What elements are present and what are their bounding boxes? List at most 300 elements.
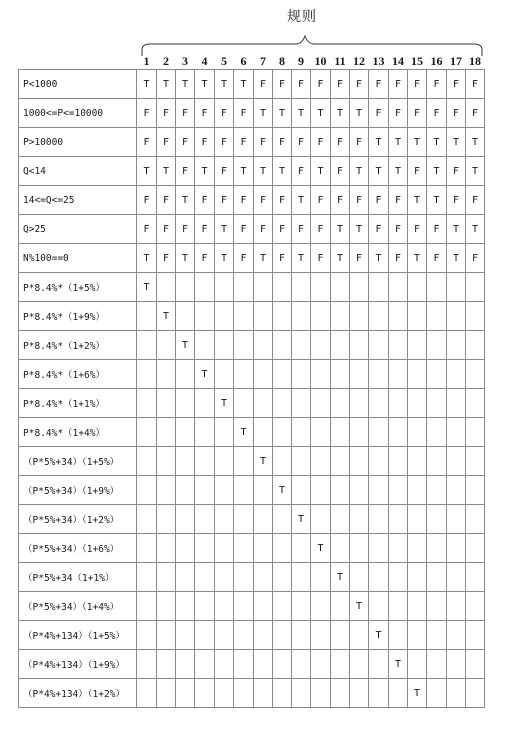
table-cell: F (369, 99, 389, 128)
table-cell (311, 679, 331, 708)
table-cell (447, 592, 466, 621)
row-label: （P*4%+134）（1+2%） (19, 679, 137, 708)
table-cell: F (137, 128, 157, 157)
table-cell: F (234, 244, 254, 273)
table-cell (331, 476, 350, 505)
rule-number-5: 5 (221, 54, 227, 68)
table-cell (311, 621, 331, 650)
table-cell: F (311, 70, 331, 99)
row-label: 14<=Q<=25 (19, 186, 137, 215)
table-cell (137, 592, 157, 621)
table-cell: T (311, 534, 331, 563)
table-cell (447, 447, 466, 476)
decision-table (18, 52, 485, 708)
table-cell (466, 418, 485, 447)
row-label: （P*4%+134）（1+5%） (19, 621, 137, 650)
table-cell (369, 563, 389, 592)
table-cell (292, 534, 311, 563)
table-cell: F (389, 99, 408, 128)
table-cell (195, 302, 215, 331)
table-cell (369, 302, 389, 331)
table-cell (350, 534, 369, 563)
table-cell: F (254, 128, 273, 157)
table-cell (273, 505, 292, 534)
table-cell (273, 447, 292, 476)
table-cell: F (195, 215, 215, 244)
table-cell (466, 273, 485, 302)
table-cell (215, 273, 234, 302)
table-cell (195, 621, 215, 650)
table-cell: F (311, 215, 331, 244)
table-cell (254, 563, 273, 592)
table-cell (389, 476, 408, 505)
table-cell: T (408, 186, 427, 215)
table-row (19, 157, 485, 186)
table-cell (466, 534, 485, 563)
table-cell (292, 650, 311, 679)
table-cell: F (292, 215, 311, 244)
table-cell (408, 331, 427, 360)
table-cell: T (176, 244, 195, 273)
table-cell (350, 563, 369, 592)
row-label: 1000<=P<=10000 (19, 99, 137, 128)
table-cell: T (215, 215, 234, 244)
table-cell: T (369, 128, 389, 157)
table-cell (331, 679, 350, 708)
table-cell: F (389, 244, 408, 273)
table-cell: T (427, 186, 447, 215)
table-cell (137, 621, 157, 650)
table-cell (215, 505, 234, 534)
table-cell: T (466, 128, 485, 157)
table-cell (466, 476, 485, 505)
rule-number-2: 2 (163, 54, 169, 68)
row-label: （P*4%+134）（1+9%） (19, 650, 137, 679)
table-cell (195, 476, 215, 505)
rule-number-1: 1 (143, 54, 150, 68)
table-cell (292, 592, 311, 621)
table-cell (292, 273, 311, 302)
table-cell (389, 447, 408, 476)
table-cell: T (292, 186, 311, 215)
table-cell (292, 563, 311, 592)
table-cell: F (157, 99, 176, 128)
table-cell (408, 302, 427, 331)
table-cell (350, 447, 369, 476)
table-cell: F (331, 157, 350, 186)
table-cell (234, 505, 254, 534)
table-cell: F (215, 99, 234, 128)
table-cell (137, 447, 157, 476)
table-row (19, 360, 485, 389)
table-row (19, 389, 485, 418)
table-cell (408, 476, 427, 505)
table-cell (273, 650, 292, 679)
table-cell: F (273, 244, 292, 273)
table-cell (311, 505, 331, 534)
table-cell: T (195, 360, 215, 389)
table-cell (215, 447, 234, 476)
table-cell (447, 273, 466, 302)
table-cell: T (215, 244, 234, 273)
table-cell: T (176, 70, 195, 99)
table-cell: F (331, 186, 350, 215)
table-row (19, 302, 485, 331)
table-cell (254, 592, 273, 621)
table-cell: F (273, 128, 292, 157)
table-cell (427, 592, 447, 621)
table-cell: F (447, 99, 466, 128)
table-cell (427, 476, 447, 505)
table-cell (311, 389, 331, 418)
table-cell: T (466, 215, 485, 244)
table-cell (254, 679, 273, 708)
table-cell: F (427, 70, 447, 99)
table-cell (311, 650, 331, 679)
table-cell: T (254, 447, 273, 476)
table-cell: F (466, 244, 485, 273)
table-cell: F (447, 70, 466, 99)
table-cell: F (195, 99, 215, 128)
row-label: P*8.4%*（1+5%） (19, 273, 137, 302)
table-cell: F (447, 186, 466, 215)
table-cell: T (447, 128, 466, 157)
table-cell (195, 505, 215, 534)
table-row (19, 418, 485, 447)
table-cell: T (408, 679, 427, 708)
table-cell (137, 389, 157, 418)
table-cell (427, 650, 447, 679)
table-cell: T (254, 157, 273, 186)
table-cell (273, 592, 292, 621)
table-cell: F (389, 70, 408, 99)
table-cell: F (234, 215, 254, 244)
table-cell (254, 534, 273, 563)
table-cell (447, 360, 466, 389)
table-cell (195, 650, 215, 679)
table-row (19, 476, 485, 505)
table-cell (292, 360, 311, 389)
table-cell: F (157, 128, 176, 157)
table-row (19, 128, 485, 157)
table-cell: T (157, 302, 176, 331)
table-cell (331, 505, 350, 534)
row-label: P>10000 (19, 128, 137, 157)
table-cell (466, 302, 485, 331)
table-cell (234, 650, 254, 679)
table-cell (389, 389, 408, 418)
table-cell (215, 563, 234, 592)
table-cell: F (157, 244, 176, 273)
table-cell (273, 273, 292, 302)
table-cell: F (311, 244, 331, 273)
table-row (19, 215, 485, 244)
table-cell: F (369, 215, 389, 244)
table-cell (447, 563, 466, 592)
table-cell (408, 563, 427, 592)
table-row (19, 563, 485, 592)
table-cell: T (350, 99, 369, 128)
row-label: P*8.4%*（1+6%） (19, 360, 137, 389)
row-label: （P*5%+34）（1+2%） (19, 505, 137, 534)
table-cell (254, 476, 273, 505)
table-row (19, 592, 485, 621)
table-cell: T (137, 70, 157, 99)
table-cell (157, 505, 176, 534)
table-cell: T (137, 244, 157, 273)
table-cell: F (176, 215, 195, 244)
table-cell (176, 592, 195, 621)
table-cell: F (466, 99, 485, 128)
table-cell (292, 476, 311, 505)
row-label: P<1000 (19, 70, 137, 99)
table-cell: T (350, 157, 369, 186)
table-cell (273, 563, 292, 592)
table-cell: T (427, 157, 447, 186)
table-cell: T (215, 389, 234, 418)
table-cell (466, 621, 485, 650)
table-cell (331, 360, 350, 389)
table-cell (215, 360, 234, 389)
table-cell: T (215, 70, 234, 99)
table-cell (195, 331, 215, 360)
table-cell (466, 592, 485, 621)
table-cell (234, 592, 254, 621)
rule-number-10: 10 (314, 54, 327, 68)
table-cell (408, 418, 427, 447)
table-cell (137, 534, 157, 563)
rule-number-7: 7 (260, 54, 266, 68)
table-cell: T (273, 99, 292, 128)
table-cell: T (234, 157, 254, 186)
table-cell (331, 302, 350, 331)
table-cell (350, 418, 369, 447)
table-cell (447, 650, 466, 679)
table-cell: F (408, 157, 427, 186)
table-cell (466, 505, 485, 534)
table-cell: F (137, 215, 157, 244)
table-cell (408, 360, 427, 389)
table-cell: F (234, 128, 254, 157)
row-label: P*8.4%*（1+2%） (19, 331, 137, 360)
table-cell (389, 505, 408, 534)
table-cell: F (176, 128, 195, 157)
table-cell: T (389, 128, 408, 157)
table-cell (273, 418, 292, 447)
table-cell (408, 389, 427, 418)
table-cell (427, 360, 447, 389)
table-cell (215, 592, 234, 621)
table-cell: F (427, 215, 447, 244)
table-cell (369, 679, 389, 708)
table-cell (408, 650, 427, 679)
row-label: P*8.4%*（1+4%） (19, 418, 137, 447)
table-cell (447, 331, 466, 360)
table-cell (234, 447, 254, 476)
table-row (19, 99, 485, 128)
table-cell (389, 563, 408, 592)
table-cell (195, 273, 215, 302)
table-cell (157, 389, 176, 418)
table-cell: F (331, 70, 350, 99)
table-cell: T (447, 244, 466, 273)
table-cell: T (369, 244, 389, 273)
table-cell (157, 418, 176, 447)
rule-number-12: 12 (353, 54, 365, 68)
table-cell: T (311, 99, 331, 128)
table-cell: T (137, 273, 157, 302)
row-label: P*8.4%*（1+1%） (19, 389, 137, 418)
table-cell (350, 273, 369, 302)
table-cell: T (447, 215, 466, 244)
table-cell (254, 360, 273, 389)
table-cell (254, 331, 273, 360)
table-cell: T (427, 128, 447, 157)
decision-table-body (19, 70, 485, 708)
rule-number-4: 4 (201, 54, 208, 68)
table-cell: F (195, 128, 215, 157)
table-cell: F (350, 70, 369, 99)
table-cell: F (273, 70, 292, 99)
table-cell (292, 621, 311, 650)
table-cell (311, 447, 331, 476)
table-cell (234, 621, 254, 650)
table-cell (137, 563, 157, 592)
table-cell (157, 534, 176, 563)
table-cell: F (408, 70, 427, 99)
table-cell (389, 679, 408, 708)
table-cell (292, 331, 311, 360)
table-cell (176, 650, 195, 679)
table-cell: F (292, 157, 311, 186)
table-cell (195, 418, 215, 447)
table-cell (466, 650, 485, 679)
table-cell: F (331, 128, 350, 157)
table-cell (215, 650, 234, 679)
rule-number-11: 11 (334, 54, 346, 68)
table-cell (369, 476, 389, 505)
table-row (19, 70, 485, 99)
table-cell (311, 592, 331, 621)
table-cell (447, 389, 466, 418)
table-cell (466, 389, 485, 418)
table-cell (389, 534, 408, 563)
table-cell: F (254, 186, 273, 215)
table-cell (157, 360, 176, 389)
rule-number-18: 18 (469, 54, 481, 68)
table-cell (195, 563, 215, 592)
table-cell (389, 302, 408, 331)
table-cell (350, 621, 369, 650)
table-row (19, 186, 485, 215)
table-cell (137, 650, 157, 679)
table-cell (369, 360, 389, 389)
table-cell (427, 418, 447, 447)
table-cell (234, 563, 254, 592)
table-cell (350, 476, 369, 505)
table-cell: F (466, 186, 485, 215)
table-cell (292, 447, 311, 476)
table-cell (369, 650, 389, 679)
table-cell (389, 273, 408, 302)
table-cell (157, 563, 176, 592)
table-row (19, 244, 485, 273)
table-cell (137, 360, 157, 389)
table-cell (234, 331, 254, 360)
table-cell: F (292, 128, 311, 157)
table-cell (331, 447, 350, 476)
table-cell (292, 679, 311, 708)
table-cell: T (176, 186, 195, 215)
table-cell: T (254, 99, 273, 128)
rule-number-15: 15 (411, 54, 423, 68)
table-cell: F (427, 99, 447, 128)
table-cell (195, 534, 215, 563)
table-cell (350, 505, 369, 534)
table-cell (408, 505, 427, 534)
table-cell (273, 389, 292, 418)
table-cell: T (331, 244, 350, 273)
table-cell (447, 505, 466, 534)
table-cell (350, 360, 369, 389)
table-cell: F (137, 186, 157, 215)
table-title: 规则 (287, 9, 317, 25)
table-cell (311, 302, 331, 331)
table-cell: F (427, 244, 447, 273)
table-cell (466, 360, 485, 389)
table-cell (427, 505, 447, 534)
table-cell (137, 505, 157, 534)
table-cell (311, 476, 331, 505)
table-cell: F (350, 186, 369, 215)
table-cell (408, 447, 427, 476)
table-cell: T (273, 476, 292, 505)
table-cell (292, 389, 311, 418)
table-cell (254, 621, 273, 650)
table-cell: T (273, 157, 292, 186)
table-cell: T (292, 505, 311, 534)
table-cell (157, 447, 176, 476)
rule-number-14: 14 (392, 54, 404, 68)
table-cell (311, 418, 331, 447)
row-label: （P*5%+34（1+1%） (19, 563, 137, 592)
table-cell (331, 534, 350, 563)
table-cell (157, 679, 176, 708)
table-cell (157, 476, 176, 505)
table-cell (137, 679, 157, 708)
table-cell (408, 592, 427, 621)
table-cell (176, 447, 195, 476)
table-cell: F (389, 186, 408, 215)
table-cell (369, 505, 389, 534)
table-cell: T (369, 157, 389, 186)
table-cell (350, 679, 369, 708)
table-cell (254, 302, 273, 331)
table-cell (389, 418, 408, 447)
table-cell (157, 592, 176, 621)
table-cell (215, 331, 234, 360)
table-cell (389, 621, 408, 650)
table-cell (369, 534, 389, 563)
table-cell (389, 331, 408, 360)
table-cell: F (292, 70, 311, 99)
table-cell (350, 389, 369, 418)
table-cell (176, 273, 195, 302)
table-cell (273, 621, 292, 650)
table-cell (137, 302, 157, 331)
table-cell: F (311, 186, 331, 215)
table-cell (331, 418, 350, 447)
